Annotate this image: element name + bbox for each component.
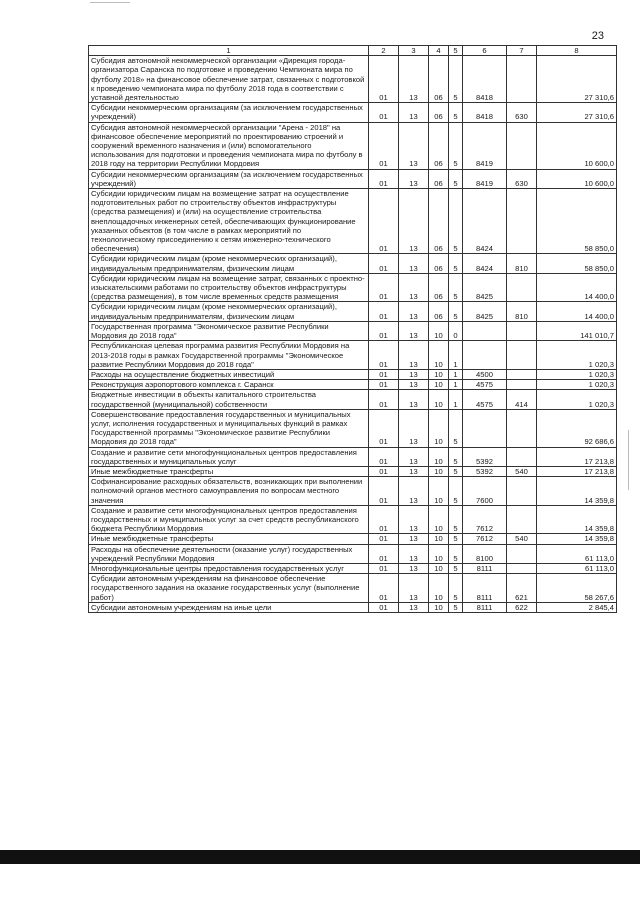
row-name: Субсидии юридическим лицам (кроме некоммерческих организаций), индивидуальным предпринимателям, физическим лицам [89, 302, 369, 321]
row-code-7: 621 [507, 574, 537, 603]
table-row [89, 302, 617, 321]
row-code-4: 06 [429, 273, 449, 302]
row-name: Государственная программа "Экономическое развитие Республики Мордовия до 2018 года" [89, 321, 369, 340]
row-code-3: 13 [399, 56, 429, 103]
row-code-4: 06 [429, 122, 449, 169]
row-code-3: 13 [399, 466, 429, 476]
row-code-2: 01 [369, 273, 399, 302]
row-code-2: 01 [369, 122, 399, 169]
row-code-2: 01 [369, 369, 399, 379]
row-code-7: 414 [507, 390, 537, 409]
row-code-2: 01 [369, 341, 399, 370]
row-code-7: 622 [507, 602, 537, 612]
row-code-5: 5 [449, 505, 463, 534]
row-code-2: 01 [369, 103, 399, 122]
row-code-2: 01 [369, 505, 399, 534]
row-code-4: 10 [429, 341, 449, 370]
table-row [89, 505, 617, 534]
row-code-7 [507, 563, 537, 573]
row-code-4: 10 [429, 477, 449, 506]
row-code-4: 10 [429, 466, 449, 476]
row-code-3: 13 [399, 447, 429, 466]
row-amount: 14 400,0 [537, 302, 617, 321]
header-cell-6: 6 [463, 46, 507, 56]
header-cell-5: 5 [449, 46, 463, 56]
row-code-2: 01 [369, 302, 399, 321]
table-row [89, 369, 617, 379]
row-code-3: 13 [399, 321, 429, 340]
row-code-6: 4575 [463, 390, 507, 409]
row-code-2: 01 [369, 189, 399, 254]
row-code-4: 10 [429, 380, 449, 390]
row-code-4: 06 [429, 302, 449, 321]
table-body [89, 56, 617, 613]
row-amount: 92 686,6 [537, 409, 617, 447]
row-amount: 58 850,0 [537, 189, 617, 254]
table-row [89, 477, 617, 506]
row-name: Бюджетные инвестиции в объекты капитального строительства государственной (муниципальной) собственности [89, 390, 369, 409]
row-name: Расходы на обеспечение деятельности (оказание услуг) государственных учреждений Республики Мордовия [89, 544, 369, 563]
row-code-6: 8418 [463, 56, 507, 103]
row-code-3: 13 [399, 380, 429, 390]
table-row [89, 56, 617, 103]
row-code-5: 5 [449, 254, 463, 273]
row-code-5: 5 [449, 544, 463, 563]
scan-artifact-right [628, 430, 629, 490]
row-code-7: 540 [507, 534, 537, 544]
row-name: Субсидия автономной некоммерческой организации «Дирекция города-организатора Саранска по подготовке и проведению Чемпионата мира по футболу 2018» на финансовое обеспечение затрат, связанных с подготовкой к проведению чемпионата мира по футболу 2018 года в соответствии с уставной деятельностью [89, 56, 369, 103]
row-code-2: 01 [369, 56, 399, 103]
row-amount: 1 020,3 [537, 369, 617, 379]
page-number: 23 [591, 30, 604, 42]
row-code-2: 01 [369, 254, 399, 273]
row-code-2: 01 [369, 321, 399, 340]
row-code-2: 01 [369, 409, 399, 447]
row-code-6: 8424 [463, 254, 507, 273]
row-code-3: 13 [399, 409, 429, 447]
row-amount: 10 600,0 [537, 122, 617, 169]
row-code-5: 5 [449, 574, 463, 603]
row-code-7 [507, 380, 537, 390]
row-amount: 14 359,8 [537, 477, 617, 506]
row-code-7 [507, 544, 537, 563]
row-amount: 27 310,6 [537, 56, 617, 103]
row-code-7 [507, 341, 537, 370]
row-code-6: 7612 [463, 534, 507, 544]
row-code-3: 13 [399, 505, 429, 534]
row-code-7: 630 [507, 169, 537, 188]
row-code-2: 01 [369, 477, 399, 506]
row-code-3: 13 [399, 122, 429, 169]
row-code-5: 0 [449, 321, 463, 340]
table-row [89, 122, 617, 169]
row-name: Создание и развитие сети многофункциональных центров предоставления государственных и муниципальных услуг за счет средств республиканского бюджета Республики Мордовия [89, 505, 369, 534]
row-code-3: 13 [399, 273, 429, 302]
row-code-7: 810 [507, 254, 537, 273]
row-code-3: 13 [399, 390, 429, 409]
row-code-6 [463, 341, 507, 370]
row-code-7 [507, 56, 537, 103]
row-code-4: 10 [429, 409, 449, 447]
row-code-6: 7612 [463, 505, 507, 534]
row-code-5: 5 [449, 103, 463, 122]
row-amount: 58 850,0 [537, 254, 617, 273]
row-name: Совершенствование предоставления государственных и муниципальных услуг, исполнения государственных и муниципальных функций в рамках Государственной программы "Экономическое развитие Республики Мордовия до 2018 года" [89, 409, 369, 447]
row-name: Субсидии автономным учреждениям на финансовое обеспечение государственного задания на оказание государственных услуг (выполнение работ) [89, 574, 369, 603]
row-code-4: 10 [429, 390, 449, 409]
table-row [89, 341, 617, 370]
row-code-6: 5392 [463, 447, 507, 466]
row-name: Иные межбюджетные трансферты [89, 466, 369, 476]
row-code-3: 13 [399, 602, 429, 612]
row-code-3: 13 [399, 534, 429, 544]
table-row [89, 447, 617, 466]
table-row [89, 189, 617, 254]
row-code-3: 13 [399, 341, 429, 370]
row-code-6: 8111 [463, 563, 507, 573]
row-name: Субсидии юридическим лицам (кроме некоммерческих организаций), индивидуальным предпринимателям, физическим лицам [89, 254, 369, 273]
row-amount: 14 359,8 [537, 505, 617, 534]
row-name: Расходы на осуществление бюджетных инвестиций [89, 369, 369, 379]
row-code-4: 06 [429, 189, 449, 254]
row-code-2: 01 [369, 534, 399, 544]
row-name: Республиканская целевая программа развития Республики Мордовия на 2013-2018 годы в рамках Государственной программы "Экономическое развитие Республики Мордовия до 2018 года" [89, 341, 369, 370]
row-amount: 14 400,0 [537, 273, 617, 302]
row-code-2: 01 [369, 447, 399, 466]
row-code-4: 10 [429, 369, 449, 379]
row-code-5: 5 [449, 273, 463, 302]
table-row [89, 103, 617, 122]
row-code-2: 01 [369, 169, 399, 188]
table-row [89, 321, 617, 340]
row-code-3: 13 [399, 544, 429, 563]
row-code-3: 13 [399, 189, 429, 254]
row-name: Создание и развитие сети многофункциональных центров предоставления государственных и муниципальных услуг [89, 447, 369, 466]
header-cell-2: 2 [369, 46, 399, 56]
row-code-4: 10 [429, 321, 449, 340]
row-code-2: 01 [369, 563, 399, 573]
table-row [89, 169, 617, 188]
row-code-5: 5 [449, 302, 463, 321]
row-code-6: 8419 [463, 169, 507, 188]
row-code-7: 540 [507, 466, 537, 476]
row-amount: 2 845,4 [537, 602, 617, 612]
row-code-5: 1 [449, 390, 463, 409]
row-code-5: 5 [449, 563, 463, 573]
row-code-7 [507, 189, 537, 254]
row-name: Субсидии некоммерческим организациям (за исключением государственных учреждений) [89, 169, 369, 188]
row-code-3: 13 [399, 563, 429, 573]
row-amount: 61 113,0 [537, 544, 617, 563]
row-code-4: 06 [429, 169, 449, 188]
row-code-4: 06 [429, 254, 449, 273]
row-amount: 10 600,0 [537, 169, 617, 188]
table-row [89, 602, 617, 612]
row-code-4: 10 [429, 505, 449, 534]
row-name: Реконструкция аэропортового комплекса г. Саранск [89, 380, 369, 390]
row-code-6: 8419 [463, 122, 507, 169]
row-code-3: 13 [399, 302, 429, 321]
budget-table [88, 45, 617, 613]
row-code-7 [507, 122, 537, 169]
row-code-6: 8425 [463, 273, 507, 302]
row-code-5: 1 [449, 380, 463, 390]
table-row [89, 466, 617, 476]
row-code-4: 10 [429, 447, 449, 466]
row-code-7: 630 [507, 103, 537, 122]
table-row [89, 544, 617, 563]
row-name: Субсидии юридическим лицам на возмещение затрат, связанных с проектно-изыскательскими работами по строительству объектов инфраструктуры (средства размещения), в том числе временных средств размещения [89, 273, 369, 302]
row-code-5: 5 [449, 534, 463, 544]
table-row [89, 563, 617, 573]
row-amount: 1 020,3 [537, 390, 617, 409]
row-code-4: 10 [429, 574, 449, 603]
row-code-6: 8425 [463, 302, 507, 321]
row-code-5: 1 [449, 341, 463, 370]
row-code-7 [507, 447, 537, 466]
row-code-4: 10 [429, 602, 449, 612]
row-code-6: 5392 [463, 466, 507, 476]
row-code-3: 13 [399, 254, 429, 273]
row-amount: 141 010,7 [537, 321, 617, 340]
row-code-5: 5 [449, 169, 463, 188]
row-code-7: 810 [507, 302, 537, 321]
row-code-5: 5 [449, 122, 463, 169]
row-code-5: 5 [449, 447, 463, 466]
row-code-5: 5 [449, 409, 463, 447]
row-code-3: 13 [399, 574, 429, 603]
row-amount: 58 267,6 [537, 574, 617, 603]
row-code-4: 06 [429, 103, 449, 122]
table-row [89, 254, 617, 273]
row-code-5: 5 [449, 477, 463, 506]
scan-edge-band [0, 850, 640, 864]
table-row [89, 409, 617, 447]
row-amount: 61 113,0 [537, 563, 617, 573]
row-code-2: 01 [369, 390, 399, 409]
row-name: Иные межбюджетные трансферты [89, 534, 369, 544]
row-code-6 [463, 321, 507, 340]
scan-artifact-top [90, 2, 130, 3]
row-code-7 [507, 273, 537, 302]
row-code-4: 10 [429, 563, 449, 573]
header-row [89, 46, 617, 56]
row-code-6: 7600 [463, 477, 507, 506]
row-name: Многофункциональные центры предоставления государственных услуг [89, 563, 369, 573]
row-code-2: 01 [369, 602, 399, 612]
row-code-6: 4500 [463, 369, 507, 379]
row-name: Субсидия автономной некоммерческой организации "Арена - 2018" на финансовое обеспечение мероприятий по проектированию строений и сооружений временного назначения и (или) вспомогательного использования для подготовки и проведения чемпионата мира по футболу в 2018 году на территории Республики Мордовия [89, 122, 369, 169]
row-amount: 14 359,8 [537, 534, 617, 544]
row-code-7 [507, 409, 537, 447]
row-name: Софинансирование расходных обязательств, возникающих при выполнении полномочий органов местного самоуправления по вопросам местного значения [89, 477, 369, 506]
row-code-3: 13 [399, 477, 429, 506]
row-code-5: 5 [449, 466, 463, 476]
row-code-6: 8418 [463, 103, 507, 122]
row-name: Субсидии некоммерческим организациям (за исключением государственных учреждений) [89, 103, 369, 122]
row-code-7 [507, 477, 537, 506]
row-code-4: 10 [429, 544, 449, 563]
row-code-6: 4575 [463, 380, 507, 390]
row-amount: 17 213,8 [537, 447, 617, 466]
row-code-6 [463, 409, 507, 447]
row-code-4: 10 [429, 534, 449, 544]
table-row [89, 380, 617, 390]
header-cell-4: 4 [429, 46, 449, 56]
row-code-3: 13 [399, 169, 429, 188]
row-code-6: 8100 [463, 544, 507, 563]
row-code-2: 01 [369, 466, 399, 476]
row-code-4: 06 [429, 56, 449, 103]
row-code-5: 1 [449, 369, 463, 379]
row-code-3: 13 [399, 369, 429, 379]
row-code-7 [507, 505, 537, 534]
table-row [89, 273, 617, 302]
row-code-5: 5 [449, 56, 463, 103]
row-amount: 1 020,3 [537, 380, 617, 390]
row-code-7 [507, 369, 537, 379]
row-code-7 [507, 321, 537, 340]
header-cell-7: 7 [507, 46, 537, 56]
row-code-5: 5 [449, 189, 463, 254]
table-row [89, 390, 617, 409]
row-name: Субсидии автономным учреждениям на иные цели [89, 602, 369, 612]
row-code-2: 01 [369, 544, 399, 563]
row-name: Субсидии юридическим лицам на возмещение затрат на осуществление подготовительных работ по строительству объектов инфраструктуры (средства размещения) и (или) на осуществление строительства внеплощадочных инженерных сетей, обеспечивающих функционирование указанных объектов (в том числе в рамках мероприятий по технологическому присоединению к сетям инженерно-технического обеспечения) [89, 189, 369, 254]
header-cell-8: 8 [537, 46, 617, 56]
row-code-6: 8424 [463, 189, 507, 254]
header-cell-3: 3 [399, 46, 429, 56]
row-amount: 1 020,3 [537, 341, 617, 370]
table-row [89, 574, 617, 603]
row-code-6: 8111 [463, 574, 507, 603]
row-amount: 17 213,8 [537, 466, 617, 476]
row-code-3: 13 [399, 103, 429, 122]
row-code-5: 5 [449, 602, 463, 612]
row-code-2: 01 [369, 380, 399, 390]
table-row [89, 534, 617, 544]
header-cell-1: 1 [89, 46, 369, 56]
row-amount: 27 310,6 [537, 103, 617, 122]
row-code-2: 01 [369, 574, 399, 603]
row-code-6: 8111 [463, 602, 507, 612]
